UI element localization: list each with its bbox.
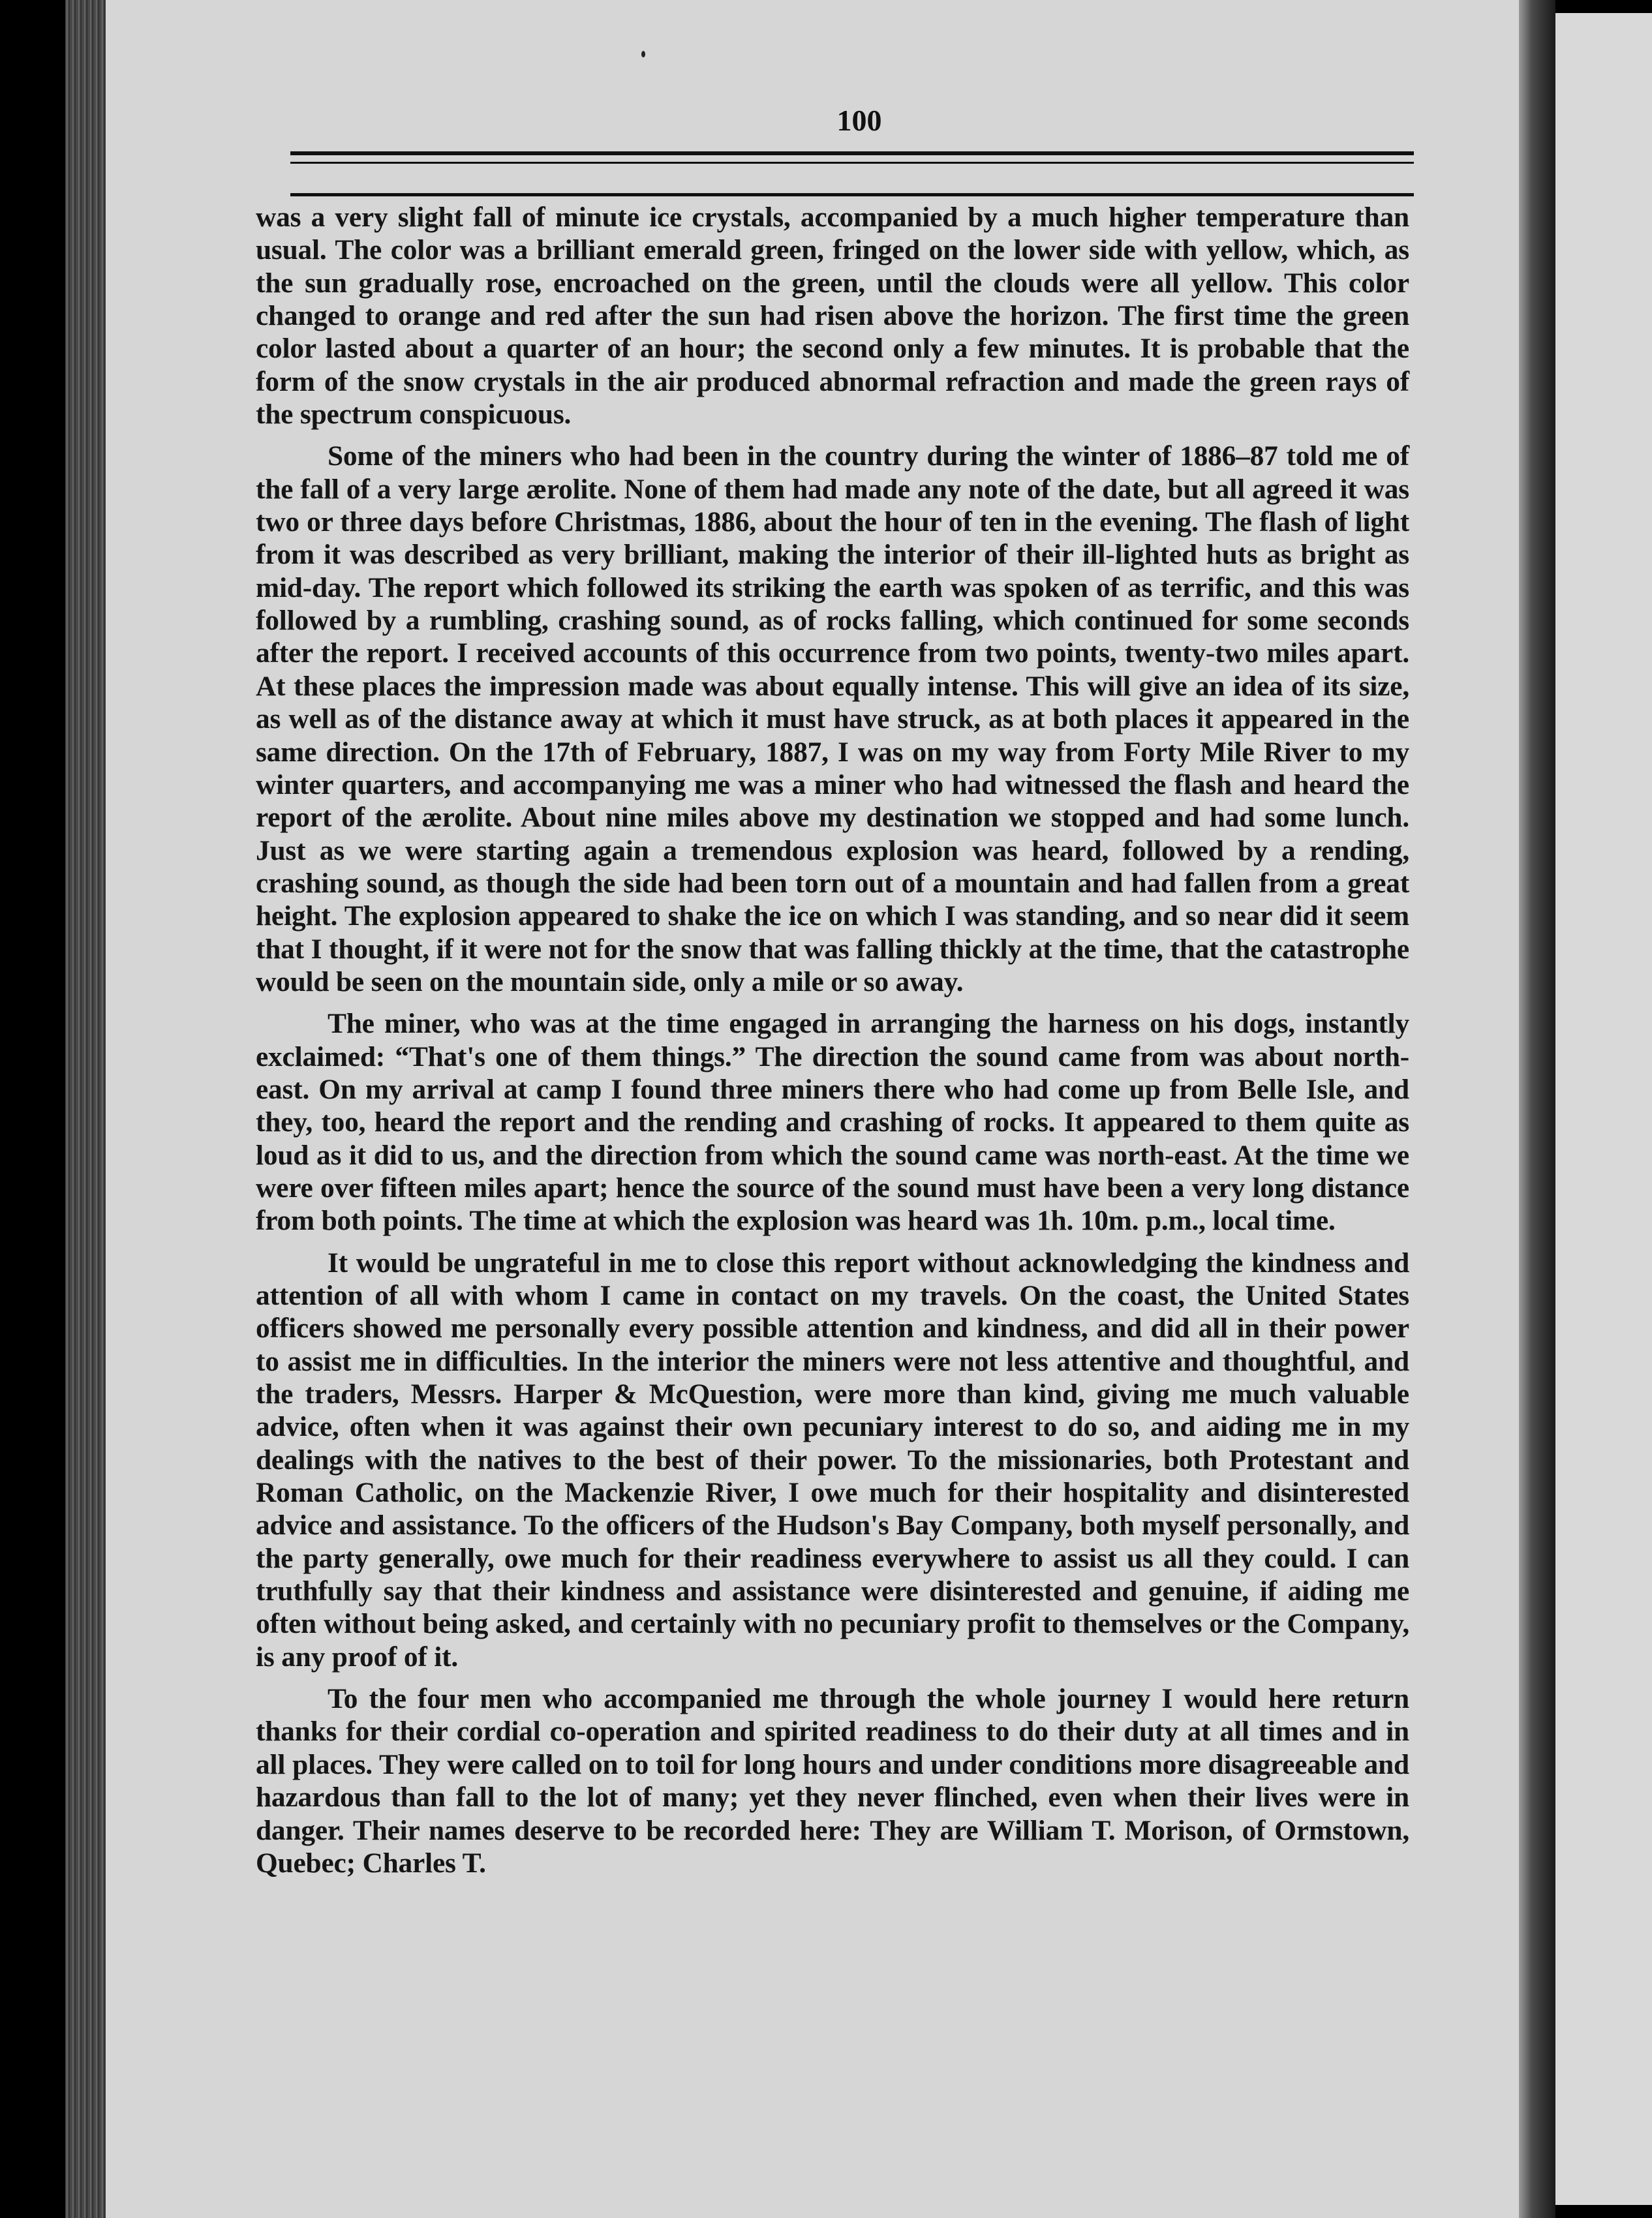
header-rule-thin: [290, 162, 1414, 164]
body-text: [256, 201, 1409, 1889]
page-number: 100: [836, 104, 882, 137]
paragraph-continued: was a very slight fall of minute ice crystals, accompanied by a much higher temperature than usual. The color was a brilliant emerald green, fringed on the lower side with yellow, which, as the sun gradually rose, encroached on the green, until the clouds were all yellow. This color changed to orange and red after the sun had risen above the horizon. The first time the green color lasted about a quarter of an hour; the second only a few minutes. It is probable that the form of the snow crystals in the air produced abnormal refraction and made the green rays of the spectrum conspicuous.: [256, 202, 1409, 431]
facing-page-edge: [1555, 13, 1652, 2205]
paragraph-miner: The miner, who was at the time engaged in arranging the harness on his dogs, instantly exclaimed: “That's one of them things.” The direction the sound came from was about north-east. On my arrival at camp I found three miners there who had come up from Belle Isle, and they, too, heard the report and the rending and crashing of rocks. It appeared to them quite as loud as it did to us, and the direction from which the sound came was north-east. At the time we were over fifteen miles apart; hence the source of the sound must have been a very long distance from both points. The time at which the explosion was heard was 1h. 10m. p.m., local time.: [256, 1008, 1409, 1237]
header-rule-thick: [290, 151, 1414, 155]
book-binding: [65, 0, 106, 2218]
header-rule-lower: [290, 193, 1414, 196]
paragraph-aerolite: Some of the miners who had been in the country during the winter of 1886–87 told me of the fall of a very large ærolite. None of them had made any note of the date, but all agreed it was two or three days before Christmas, 1886, about the hour of ten in the evening. The flash of light from it was described as very brilliant, making the interior of their ill-lighted huts as bright as mid-day. The report which followed its striking the earth was spoken of as terrific, and this was followed by a rumbling, crashing sound, as of rocks falling, which continued for some seconds after the report. I received accounts of this occurrence from two points, twenty-two miles apart. At these places the impression made was about equally intense. This will give an idea of its size, as well as of the distance away at which it must have struck, as at both places it appeared in the same direction. On the 17th of February, 1887, I was on my way from Forty Mile River to my winter quarters, and accompanying me was a miner who had witnessed the flash and heard the report of the ærolite. About nine miles above my destination we stopped and had some lunch. Just as we were starting again a tremendous explosion was heard, followed by a rending, crashing sound, as though the side had been torn out of a mountain and had fallen from a great height. The explosion appeared to shake the ice on which I was standing, and so near did it seem that I thought, if it were not for the snow that was falling thickly at the time, that the catastrophe would be seen on the mountain side, only a mile or so away.: [256, 440, 1409, 997]
page-gutter-shadow: [1519, 0, 1555, 2218]
ink-speck: [641, 51, 645, 57]
paragraph-acknowledgements: It would be ungrateful in me to close this report without acknowledging the kindness and attention of all with whom I came in contact on my travels. On the coast, the United States officers showed me personally every possible attention and kindness, and did all in their power to assist me in difficulties. In the interior the miners were not less attentive and thoughtful, and the traders, Messrs. Harper & McQuestion, were more than kind, giving me much valuable advice, often when it was against their own pecuniary interest to do so, and aiding me in my dealings with the natives to the best of their power. To the missionaries, both Protestant and Roman Catholic, on the Mackenzie River, I owe much for their hospitality and disinterested advice and assistance. To the officers of the Hudson's Bay Company, both myself personally, and the party generally, owe much for their readiness everywhere to assist us all they could. I can truthfully say that their kindness and assistance were disinterested and genuine, if aiding me often without being asked, and certainly with no pecuniary profit to themselves or the Company, is any proof of it.: [256, 1247, 1409, 1673]
paragraph-four-men: To the four men who accompanied me through the whole journey I would here return thanks for their cordial co-operation and spirited readiness to do their duty at all times and in all places. They were called on to toil for long hours and under conditions more disagreeable and hazardous than fall to the lot of many; yet they never flinched, even when their lives were in danger. Their names deserve to be recorded here: They are William T. Morison, of Ormstown, Quebec; Charles T.: [256, 1683, 1409, 1879]
